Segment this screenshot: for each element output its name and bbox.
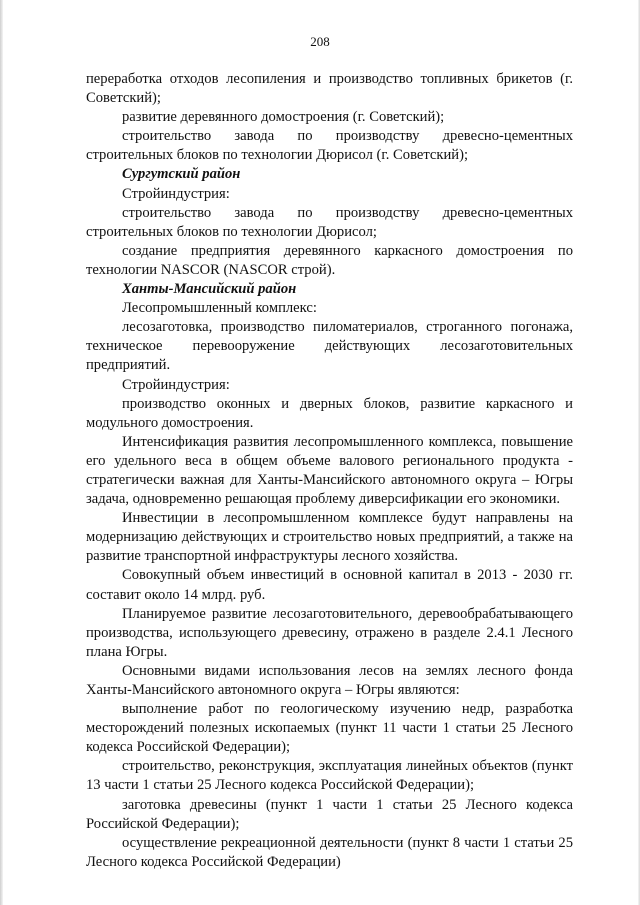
paragraph-20: заготовка древесины (пункт 1 части 1 статьи 25 Лесного кодекса Российской Федерации); <box>86 796 573 832</box>
paragraph-6: строительство завода по производству древесно-цементных строительных блоков по технологии Дюрисол; <box>86 204 573 240</box>
paragraph-18: выполнение работ по геологическому изучению недр, разработка месторождений полезных ископаемых (пункт 11 части 1 статьи 25 Лесного кодекса Российской Федерации); <box>86 701 573 756</box>
paragraph-14: Инвестиции в лесопромышленном комплексе будут направлены на модернизацию действующих и строительство новых предприятий, а также на развитие транспортной инфраструктуры лесного хозяйства. <box>86 510 573 565</box>
paragraph-13: Интенсификация развития лесопромышленного комплекса, повышение его удельного веса в общем объеме валового регионального продукта - стратегически важная для Ханты-Мансийского автономного округа – Югры задача, одновременно решающая проблему диверсификации его экономики. <box>86 433 573 508</box>
paragraph-7: создание предприятия деревянного каркасного домостроения по технологии NASCOR (NASCOR строй). <box>86 242 573 278</box>
page-edge-left <box>0 0 3 905</box>
document-body <box>86 70 573 872</box>
paragraph-19: строительство, реконструкция, эксплуатация линейных объектов (пункт 13 части 1 статьи 25 Лесного кодекса Российской Федерации); <box>86 758 573 794</box>
paragraph-15: Совокупный объем инвестиций в основной капитал в 2013 - 2030 гг. составит около 14 млрд. руб. <box>86 567 573 603</box>
paragraph-17: Основными видами использования лесов на землях лесного фонда Ханты-Мансийского автономного округа – Югры являются: <box>86 662 573 698</box>
paragraph-9: Лесопромышленный комплекс: <box>122 300 317 317</box>
section-heading-surgut: Сургутский район <box>122 166 241 183</box>
page-number: 208 <box>310 34 330 49</box>
paragraph-3: строительство завода по производству древесно-цементных строительных блоков по технологии Дюрисол (г. Советский); <box>86 128 573 164</box>
paragraph-16: Планируемое развитие лесозаготовительного, деревообрабатывающего производства, использующего древесину, отражено в разделе 2.4.1 Лесного плана Югры. <box>86 605 573 660</box>
paragraph-21: осуществление рекреационной деятельности (пункт 8 части 1 статьи 25 Лесного кодекса Российской Федерации) <box>86 834 573 870</box>
paragraph-11: Стройиндустрия: <box>122 376 230 393</box>
paragraph-10: лесозаготовка, производство пиломатериалов, строганного погонажа, техническое перевооружение действующих лесозаготовительных предприятий. <box>86 319 573 374</box>
paragraph-2: развитие деревянного домостроения (г. Советский); <box>122 109 445 126</box>
paragraph-5: Стройиндустрия: <box>122 185 230 202</box>
paragraph-12: производство оконных и дверных блоков, развитие каркасного и модульного домостроения. <box>86 395 573 431</box>
paragraph-1: переработка отходов лесопиления и производство топливных брикетов (г. Советский); <box>86 71 573 107</box>
section-heading-khanty-mansiysk: Ханты-Мансийский район <box>122 281 297 298</box>
